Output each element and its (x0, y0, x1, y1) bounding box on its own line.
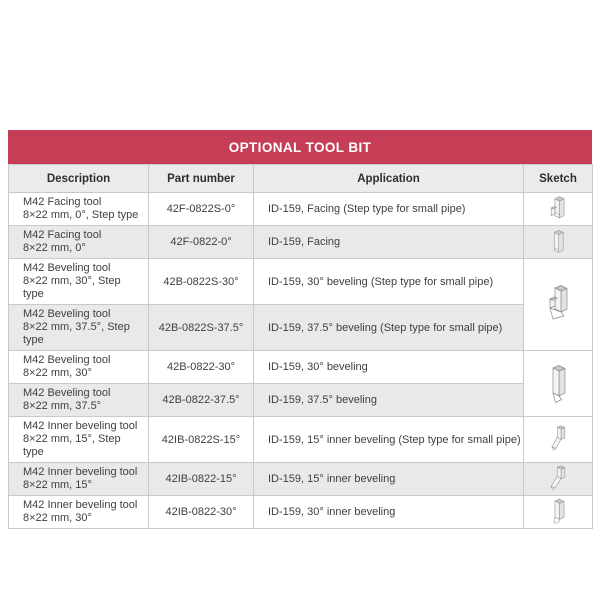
description-cell (9, 351, 149, 384)
sketch-cell (524, 226, 593, 259)
sketch-cell (524, 193, 593, 226)
table-title: OPTIONAL TOOL BIT (228, 139, 372, 155)
description-cell (9, 193, 149, 226)
table-body (9, 193, 593, 529)
description-cell (9, 463, 149, 496)
description-line1: M42 Facing tool (23, 229, 102, 241)
part-number-cell: 42B-0822S-30° (149, 259, 254, 305)
sketch-cell (524, 259, 593, 351)
description-line1: M42 Inner beveling tool (23, 466, 138, 478)
table-row (9, 496, 593, 529)
beveling-step-tool-sketch-icon (524, 284, 592, 326)
header-row (9, 165, 593, 193)
application-cell: ID-159, 15° inner beveling (Step type for small pipe) (254, 417, 524, 463)
description-line2: 8×22 mm, 30°, Step type (23, 275, 121, 300)
table-row (9, 351, 593, 384)
description-line1: M42 Beveling tool (23, 354, 111, 366)
inner-beveling-tool-sketch-icon (524, 465, 592, 494)
description-cell (9, 417, 149, 463)
application-cell: ID-159, Facing (254, 226, 524, 259)
table-row (9, 193, 593, 226)
application-cell: ID-159, Facing (Step type for small pipe) (254, 193, 524, 226)
part-number-cell: 42IB-0822-15° (149, 463, 254, 496)
description-line1: M42 Beveling tool (23, 308, 111, 320)
description-cell (9, 226, 149, 259)
tool-bit-spec-table (8, 164, 593, 529)
application-cell: ID-159, 30° beveling (254, 351, 524, 384)
col-header-sketch: Sketch (524, 165, 593, 193)
sketch-cell (524, 496, 593, 529)
col-header-part-number: Part number (149, 165, 254, 193)
description-line2: 8×22 mm, 0°, Step type (23, 209, 139, 221)
part-number-cell: 42F-0822-0° (149, 226, 254, 259)
part-number-cell: 42F-0822S-0° (149, 193, 254, 226)
part-number-cell: 42B-0822-37.5° (149, 384, 254, 417)
sketch-cell (524, 463, 593, 496)
application-cell: ID-159, 37.5° beveling (254, 384, 524, 417)
table-row (9, 384, 593, 417)
description-line2: 8×22 mm, 37.5°, Step type (23, 321, 130, 346)
table-row (9, 417, 593, 463)
application-cell: ID-159, 30° inner beveling (254, 496, 524, 529)
facing-tool-sketch-icon (524, 228, 592, 256)
table-row (9, 463, 593, 496)
col-header-application: Application (254, 165, 524, 193)
application-cell: ID-159, 15° inner beveling (254, 463, 524, 496)
description-line1: M42 Inner beveling tool (23, 420, 138, 432)
part-number-cell: 42IB-0822-30° (149, 496, 254, 529)
description-cell (9, 259, 149, 305)
table-row (9, 259, 593, 305)
application-cell: ID-159, 37.5° beveling (Step type for small pipe) (254, 305, 524, 351)
description-line1: M42 Beveling tool (23, 387, 111, 399)
description-line2: 8×22 mm, 37.5° (23, 400, 102, 412)
sketch-cell (524, 417, 593, 463)
table-title-banner (8, 130, 592, 164)
description-line2: 8×22 mm, 30° (23, 512, 92, 524)
description-line2: 8×22 mm, 30° (23, 367, 92, 379)
col-header-description: Description (9, 165, 149, 193)
description-line1: M42 Beveling tool (23, 262, 111, 274)
part-number-cell: 42B-0822-30° (149, 351, 254, 384)
application-cell: ID-159, 30° beveling (Step type for small pipe) (254, 259, 524, 305)
description-cell (9, 384, 149, 417)
description-line2: 8×22 mm, 15°, Step type (23, 433, 121, 458)
optional-tool-bit-table (8, 130, 592, 529)
beveling-tool-sketch-icon (524, 363, 592, 405)
inner-beveling-30-tool-sketch-icon (524, 498, 592, 527)
description-line2: 8×22 mm, 0° (23, 242, 86, 254)
part-number-cell: 42IB-0822S-15° (149, 417, 254, 463)
facing-step-tool-sketch-icon (524, 195, 592, 224)
inner-beveling-step-tool-sketch-icon (524, 425, 592, 454)
description-cell (9, 305, 149, 351)
sketch-cell (524, 351, 593, 417)
part-number-cell: 42B-0822S-37.5° (149, 305, 254, 351)
table-row (9, 226, 593, 259)
description-line1: M42 Facing tool (23, 196, 102, 208)
table-row (9, 305, 593, 351)
description-line1: M42 Inner beveling tool (23, 499, 138, 511)
description-cell (9, 496, 149, 529)
description-line2: 8×22 mm, 15° (23, 479, 92, 491)
